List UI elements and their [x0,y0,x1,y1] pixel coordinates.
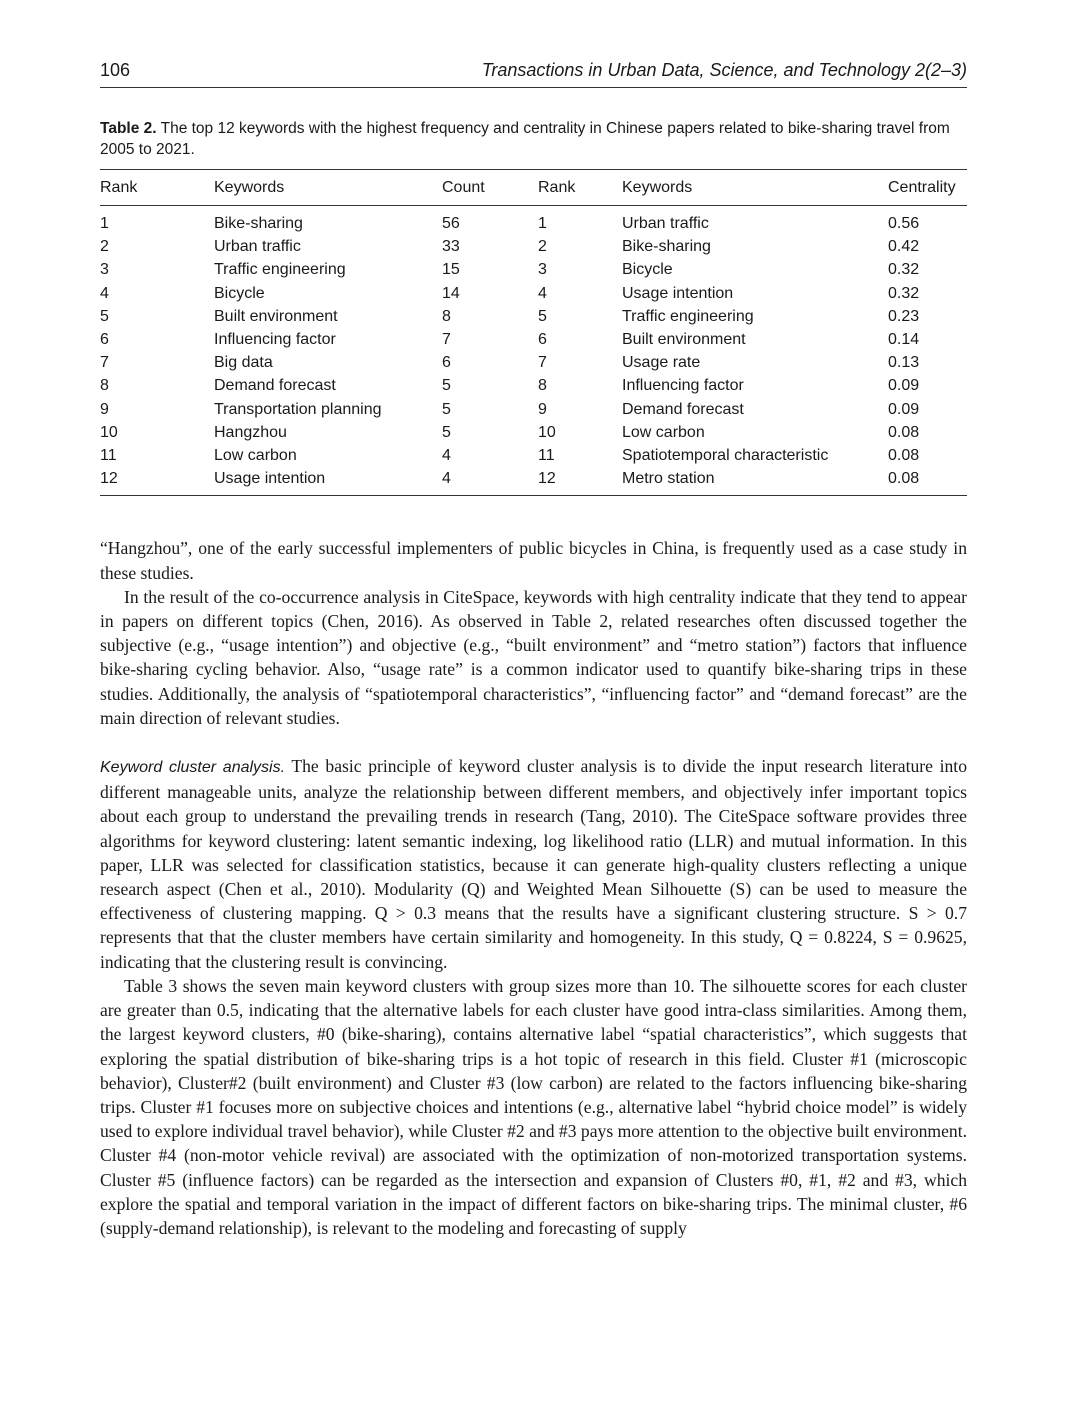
table-cell: Demand forecast [622,400,744,418]
table-cell: 4 [538,284,547,302]
table-cell: Big data [214,354,273,372]
table-cell: 0.08 [888,467,967,496]
table-cell: Bicycle [622,261,673,279]
paragraph-text: The basic principle of keyword cluster analysis is to divide the input research literature into different manageable units, analyze the relationship between different members, and objectively infer important topics about each group to understand the prevailing trends in research (Tang, 2010). The CiteSpace software provides three algorithms for keyword clustering: latent semantic indexing, log likelihood ratio (LLR) and mutual information. In this paper, LLR was selected for classification statistics, because it can generate high-quality clusters reflecting a unique research aspect (Chen et al., 2010). Modularity (Q) and Weighted Mean Silhouette (S) can be used to measure the effectiveness of clustering mapping. Q > 0.3 means that the results have a significant clustering structure. S > 0.7 represents that that the cluster members have certain similarity and homogeneity. In this study, Q = 0.8224, S = 0.9625, indicating that the clustering result is convincing. [100,756,967,972]
table-cell: Usage intention [622,284,734,302]
column-header: Keywords [622,170,888,206]
table-cell: Influencing factor [622,377,744,395]
table-cell: 0.42 [888,238,920,256]
table-cell: 12 [538,467,622,496]
table-cell: Traffic engineering [622,307,754,325]
table-cell: 9 [538,400,547,418]
page [100,60,967,1240]
paragraph: Table 3 shows the seven main keyword clusters with group sizes more than 10. The silhouette scores for each cluster are greater than 0.5, indicating that the alternative labels for each cluster have good intra-class similarities. Among them, the largest keyword clusters, #0 (bike-sharing), contains alternative label “spatial characteristics”, which suggests that exploring the spatial distribution of bike-sharing trips is a hot topic of research in this field. Cluster #1 (microscopic behavior), Cluster#2 (built environment) and Cluster #3 (low carbon) are related to the factors influencing bike-sharing trips. Cluster #1 focuses more on subjective choices and intentions (e.g., alternative label “hybrid choice model” is widely used to explore individual travel behavior), while Cluster #2 and #3 pays more attention to the objective built environment. Cluster #4 (non-motor vehicle revival) are associated with the optimization of non-motorized transportation systems. Cluster #5 (influence factors) can be regarded as the intersection and expansion of Clusters #0, #1, #2 and #3, which explore the spatial and temporal variation in the impact of different factors on bike-sharing trips. The minimal cluster, #6 (supply-demand relationship), is relevant to the modeling and forecasting of supply [100,975,967,1238]
table-cell: 10 [100,423,118,441]
table-caption-text: The top 12 keywords with the highest frequency and centrality in Chinese papers related to bike-sharing travel from 2005 to 2021. [100,120,950,158]
table-cell: Metro station [622,467,888,496]
table-cell: 2 [538,238,547,256]
table-cell: 5 [100,307,109,325]
table-cell: Usage rate [622,354,701,372]
table-cell: 12 [100,467,214,496]
table-cell: Built environment [214,307,338,325]
table-cell: 0.13 [888,354,920,372]
table-cell: 0.09 [888,400,920,418]
table-cell: 0.08 [888,423,920,441]
table-cell: 5 [442,377,451,395]
table-cell: 5 [442,423,451,441]
journal-title: Transactions in Urban Data, Science, and Technology 2(2–3) [481,60,967,80]
table-cell: Urban traffic [622,215,709,232]
table-label: Table 2. [100,120,157,137]
paragraph: “Hangzhou”, one of the early successful implementers of public bicycles in China, is frequently used as a case study in these studies. [100,538,967,583]
body-text [100,536,967,1240]
table-cell: 4 [100,284,109,302]
table-cell: 3 [100,261,109,279]
paragraph: In the result of the co-occurrence analysis in CiteSpace, keywords with high centrality indicate that they tend to appear in papers on different topics (Chen, 2016). As observed in Table 2, related researches often discussed together the subjective (e.g., “usage intention”) and objective (e.g., “built environment” and “metro station”) factors that influence bike-sharing cycling behavior. Also, “usage rate” is a common indicator used to quantify bike-sharing trips in these studies. Additionally, the analysis of “spatiotemporal characteristics”, “influencing factor” and “demand forecast” are the main direction of relevant studies. [100,586,967,728]
table-cell: 5 [538,307,547,325]
column-header: Rank [100,170,214,206]
table-cell: 9 [100,400,109,418]
table-cell: 0.32 [888,261,920,279]
table-cell: 11 [538,447,555,465]
table-cell: 1 [100,215,109,232]
page-number: 106 [100,60,131,80]
table-caption [100,118,967,160]
table-cell: Bike-sharing [622,238,711,256]
table-row [100,398,967,421]
table-cell: 14 [442,284,460,302]
table-cell: 0.23 [888,307,920,325]
table-row [100,206,967,236]
table-cell: Low carbon [214,447,297,465]
table-cell: 7 [442,331,451,349]
table-row [100,351,967,374]
section-heading: Keyword cluster analysis. [100,759,286,777]
table-cell: Low carbon [622,423,705,441]
table-row [100,328,967,351]
column-header: Count [442,170,538,206]
table-cell: 5 [442,400,451,418]
table-cell: 15 [442,261,460,279]
table-row [100,467,967,496]
table-cell: Bicycle [214,284,265,302]
table-row [100,374,967,397]
table-cell: Spatiotemporal characteristic [622,447,829,465]
table-cell: 0.14 [888,331,920,349]
table-cell: 0.56 [888,215,920,232]
column-header: Keywords [214,170,442,206]
running-head [100,60,967,88]
table-cell: 0.32 [888,284,920,302]
table-cell: 10 [538,423,556,441]
table-cell: 56 [442,215,460,232]
table-cell: Usage intention [214,467,442,496]
table-cell: Bike-sharing [214,215,303,232]
table-cell: Urban traffic [214,238,301,256]
table-cell: Transportation planning [214,400,382,418]
table-cell: 8 [538,377,547,395]
table-cell: 7 [538,354,547,372]
table-row [100,258,967,281]
table-row [100,235,967,258]
table-cell: Influencing factor [214,331,336,349]
table-cell: Built environment [622,331,746,349]
table-cell: 6 [100,331,109,349]
table-cell: Demand forecast [214,377,336,395]
column-header: Rank [538,170,622,206]
table-cell: 6 [538,331,547,349]
table-cell: 33 [442,238,460,256]
table-row [100,282,967,305]
table-body [100,206,967,496]
table-cell: 7 [100,354,109,372]
keywords-table [100,169,967,496]
table-cell: 11 [100,447,117,465]
table-cell: 2 [100,238,109,256]
table-row [100,444,967,467]
table-cell: 4 [442,467,538,496]
table-cell: 8 [442,307,451,325]
table-cell: Traffic engineering [214,261,346,279]
table-cell: 6 [442,354,451,372]
table-cell: Hangzhou [214,423,287,441]
table-cell: 8 [100,377,109,395]
table-header-row [100,170,967,206]
table-row [100,305,967,328]
paragraph [100,754,967,974]
column-header: Centrality [888,170,967,206]
table-cell: 0.08 [888,447,920,465]
table-cell: 0.09 [888,377,920,395]
table-cell: 1 [538,215,547,232]
table-cell: 4 [442,447,451,465]
table-row [100,421,967,444]
table-cell: 3 [538,261,547,279]
